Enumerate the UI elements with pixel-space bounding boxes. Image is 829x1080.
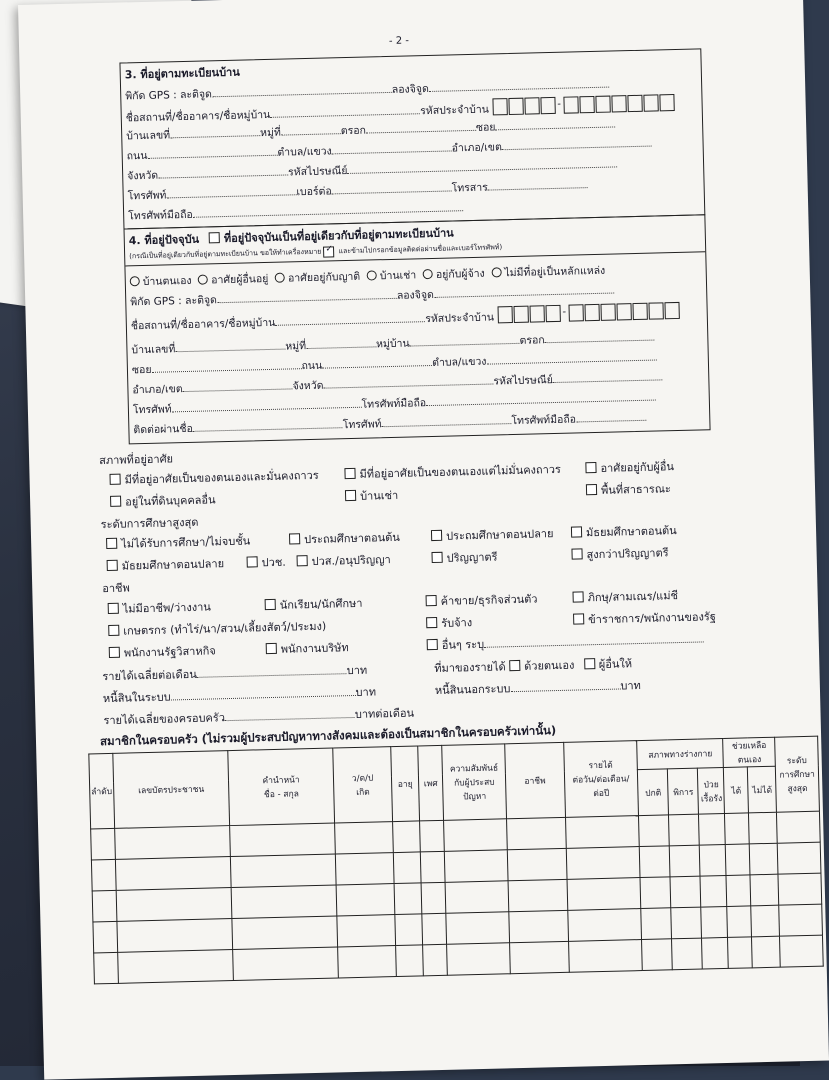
prefix-text: คำนำหน้า	[262, 775, 300, 787]
checkbox[interactable]	[431, 552, 442, 563]
radio-own-house[interactable]	[130, 276, 140, 286]
checkbox[interactable]	[247, 556, 258, 567]
col-sick	[698, 767, 725, 814]
self-checkbox[interactable]	[509, 660, 520, 671]
col-no: ลำดับ	[89, 753, 115, 829]
tambon-field[interactable]	[486, 351, 656, 365]
education-opt[interactable]	[571, 521, 677, 542]
contact-field[interactable]	[193, 418, 343, 432]
rel-text: ความสัมพันธ์	[449, 763, 499, 775]
province-field[interactable]	[323, 374, 493, 388]
opt-label: ประถมศึกษาตอนปลาย	[445, 527, 554, 543]
contact-mobile-field[interactable]	[576, 411, 646, 423]
moo-label: หมู่ที่	[285, 340, 307, 353]
amphoe-label: อำเภอ/เขต	[132, 383, 183, 397]
opt-label: อยู่ในที่ดินบุคคลอื่น	[125, 493, 216, 509]
trok-label: ตรอก	[340, 124, 367, 138]
income-row	[102, 661, 367, 685]
opt-label: ไม่มีอาชีพ/ว่างงาน	[122, 600, 211, 616]
opt-label: มีที่อยู่อาศัยเป็นของตนเองและมั่นคงถาวร	[124, 468, 319, 487]
checkbox[interactable]	[571, 526, 582, 537]
contact-phone-label: โทรศัพท์	[342, 418, 382, 432]
opt-label: บ้านตนเอง	[142, 274, 192, 289]
col-age: อายุ	[391, 746, 420, 822]
education-opt[interactable]	[107, 554, 225, 575]
education-opt[interactable]	[246, 553, 286, 572]
opt-label: มัธยมศึกษาตอนต้น	[585, 524, 677, 540]
house-no-field[interactable]	[175, 340, 285, 353]
others-checkbox[interactable]	[584, 658, 595, 669]
fax-field[interactable]	[488, 178, 588, 190]
province-label: จังหวัด	[292, 379, 324, 393]
col-job: อาชีพ	[505, 742, 565, 818]
postcode-field[interactable]	[347, 157, 617, 174]
house-no-label: บ้านเลขที่	[131, 343, 176, 357]
amphoe-field[interactable]	[502, 137, 652, 151]
moo-field[interactable]	[281, 124, 341, 135]
page-number: - 2 -	[388, 35, 410, 47]
opt-label: อาศัยอยู่กับญาติ	[287, 270, 361, 285]
opt-label: ไม่มีที่อยู่เป็นหลักแหล่ง	[504, 264, 606, 280]
checkbox[interactable]	[586, 484, 597, 495]
checkbox[interactable]	[106, 538, 117, 549]
postcode-label: รหัสไปรษณีย์	[493, 374, 553, 388]
education-opt[interactable]	[296, 550, 390, 570]
place-field[interactable]	[270, 104, 420, 118]
phone-label: โทรศัพท์	[132, 403, 172, 417]
family-income-label: รายได้เฉลี่ยของครอบครัว	[103, 711, 226, 728]
career-opt[interactable]	[426, 613, 472, 632]
debt-in-label: หนี้สินในระบบ	[102, 690, 171, 706]
opt-label: อาศัยอยู่กับผู้อื่น	[600, 460, 675, 475]
soi-field[interactable]	[151, 359, 301, 373]
house-code-label: รหัสประจำบ้าน	[420, 103, 490, 118]
house-no-field[interactable]	[170, 126, 260, 138]
edu-text: สูงสุด	[787, 783, 808, 795]
edu-text: ระดับ	[786, 755, 807, 767]
opt-label: สูงกว่าปริญญาตรี	[586, 546, 669, 562]
opt-label: ภิกษุ/สามเณร/แม่ชี	[587, 589, 679, 605]
education-title: ระดับการศึกษาสูงสุด	[100, 515, 199, 532]
amphoe-label: อำเภอ/เขต	[451, 141, 502, 155]
opt-label: พนักงานบริษัท	[280, 641, 349, 656]
baht-label: บาท	[346, 663, 368, 678]
same-address-label: ที่อยู่ปัจจุบันเป็นที่อยู่เดียวกับที่อยู่ตามทะเบียนบ้าน	[223, 226, 454, 246]
name-text: ชื่อ - สกุล	[263, 789, 300, 801]
education-opt[interactable]	[106, 531, 250, 553]
col-id: เลขบัตรประชาชน	[113, 751, 230, 829]
checkbox[interactable]	[573, 613, 584, 624]
road-label: ถนน	[126, 149, 148, 163]
section3-title: 3. ที่อยู่ตามทะเบียนบ้าน	[124, 65, 240, 82]
debt-out-label: หนี้สินนอกระบบ	[434, 682, 511, 698]
housing-opt[interactable]	[109, 466, 318, 489]
checkbox[interactable]	[585, 462, 596, 473]
checkbox[interactable]	[109, 474, 120, 485]
house-code-boxes[interactable]: -	[497, 302, 680, 323]
soi-label: ซอย	[475, 121, 496, 134]
others-label: ผู้อื่นให้	[598, 657, 633, 672]
self-label: ด้วยตนเอง	[524, 658, 575, 673]
section4-title: 4. ที่อยู่ปัจจุบัน	[128, 232, 200, 248]
born-text: เกิด	[356, 787, 370, 798]
per-month-label: บาทต่อเดือน	[354, 706, 415, 721]
opt-label: ไม่ได้รับการศึกษา/ไม่จบชั้น	[121, 534, 251, 551]
tambon-label: ตำบล/แขวง	[277, 145, 332, 159]
opt-label: มัธยมศึกษาตอนปลาย	[121, 557, 225, 573]
col-normal: ปกติ	[638, 769, 669, 816]
checkbox[interactable]	[266, 643, 277, 654]
moo-field[interactable]	[306, 337, 376, 349]
latitude-field[interactable]	[217, 289, 397, 303]
opt-label: เกษตรกร (ทำไร่/นา/สวน/เลี้ยงสัตว์/ประมง)	[123, 619, 327, 638]
career-title: อาชีพ	[102, 581, 130, 596]
moo-label: หมู่ที่	[259, 126, 281, 140]
province-label: จังหวัด	[127, 169, 159, 183]
housing-opt[interactable]	[585, 457, 674, 477]
radio-with-others[interactable]	[198, 274, 208, 284]
col-name	[228, 748, 335, 826]
col-health: สภาพทางร่างกาย	[637, 738, 724, 769]
checkbox[interactable]	[109, 647, 120, 658]
col-education	[775, 736, 820, 812]
checkbox[interactable]	[107, 560, 118, 571]
housing-opt[interactable]	[345, 486, 399, 505]
career-opt[interactable]	[109, 641, 216, 662]
mobile-field[interactable]	[193, 201, 463, 218]
postcode-label: รหัสไปรษณีย์	[287, 165, 348, 179]
gps-label: พิกัด GPS : ละติจูด	[125, 88, 213, 103]
phone-field[interactable]	[166, 185, 296, 198]
inc-text: ต่อวัน/ต่อเดือน/	[572, 774, 630, 786]
house-code-label: รหัสประจำบ้าน	[425, 311, 495, 326]
career-opt[interactable]	[427, 629, 705, 654]
note-text-2: และข้ามไปกรอกข้อมูลติดต่อผ่านชื่อและเบอร์โทรศัพท์)	[338, 243, 503, 256]
dob-text: ว/ด/ป	[351, 773, 374, 785]
trok-field[interactable]	[545, 331, 655, 344]
housing-opt[interactable]	[586, 479, 671, 499]
baht-label: บาท	[620, 678, 641, 693]
inc-text: รายได้	[588, 760, 613, 772]
family-table	[88, 736, 823, 985]
edu-text: การศึกษา	[779, 769, 816, 781]
checkbox[interactable]	[108, 625, 119, 636]
house-code-boxes[interactable]: -	[492, 94, 675, 115]
contact-mobile-label: โทรศัพท์มือถือ	[511, 413, 577, 428]
rel-text: กับผู้ประสบ	[453, 777, 495, 789]
soi-label: ซอย	[131, 363, 152, 377]
col-relation	[442, 744, 507, 821]
contact-label: ติดต่อผ่านชื่อ	[133, 422, 193, 437]
road-field[interactable]	[322, 356, 432, 369]
income-source-row	[434, 654, 632, 677]
col-cannot: ไม่ได้	[748, 766, 777, 813]
sick-text: ป่วย	[703, 779, 719, 790]
opt-label: อื่นๆ ระบุ	[441, 637, 485, 652]
ext-label: เบอร์ต่อ	[296, 185, 332, 199]
career-opt[interactable]	[572, 586, 678, 607]
career-opt[interactable]	[265, 594, 363, 614]
checkbox[interactable]	[571, 548, 582, 559]
col-can: ได้	[724, 767, 749, 814]
rel-text: ปัญหา	[463, 791, 487, 803]
soi-field[interactable]	[495, 117, 615, 130]
road-field[interactable]	[147, 146, 277, 159]
education-opt[interactable]	[571, 543, 668, 563]
opt-label: บ้านเช่า	[359, 488, 399, 503]
radio-no-residence[interactable]	[491, 267, 501, 277]
tambon-field[interactable]	[332, 141, 452, 154]
longitude-label: ลองจิจูด	[391, 82, 429, 96]
income-source-label: ที่มาของรายได้	[434, 660, 506, 676]
housing-opt[interactable]	[344, 460, 561, 483]
debt-in-field[interactable]	[170, 686, 355, 701]
phone-label: โทรศัพท์	[127, 189, 167, 203]
checkbox[interactable]	[265, 599, 276, 610]
education-opt[interactable]	[431, 547, 497, 567]
opt-label: มีที่อยู่อาศัยเป็นของตนเองแต่ไม่มั่นคงถาวร	[359, 462, 562, 481]
opt-label: บ้านเช่า	[379, 269, 417, 283]
opt-label: ปวช.	[261, 555, 286, 570]
note-text: (กรณีเป็นที่อยู่เดียวกับที่อยู่ตามทะเบียนบ้าน ขอให้ทำเครื่องหมาย	[129, 247, 322, 261]
form-page	[18, 0, 829, 1080]
checkbox[interactable]	[427, 639, 438, 650]
education-opt[interactable]	[431, 524, 554, 545]
opt-label: พื้นที่สาธารณะ	[600, 482, 671, 497]
place-field[interactable]	[275, 312, 425, 326]
longitude-field[interactable]	[429, 78, 609, 92]
career-opt[interactable]	[108, 597, 211, 618]
longitude-label: ลองจิจูด	[396, 288, 435, 302]
housing-title: สภาพที่อยู่อาศัย	[98, 452, 174, 468]
housing-opt[interactable]	[110, 490, 216, 511]
self-text: ช่วยเหลือ	[731, 740, 767, 752]
village-label: หมู่บ้าน	[375, 337, 410, 351]
col-dob	[333, 747, 393, 823]
province-field[interactable]	[158, 165, 288, 178]
checkbox[interactable]	[572, 591, 583, 602]
career-opt[interactable]	[425, 589, 537, 610]
note-check-icon	[323, 246, 334, 257]
fax-label: โทรสาร	[451, 181, 488, 195]
ext-field[interactable]	[332, 181, 452, 194]
opt-label: ปวส./อนุปริญญา	[311, 553, 391, 568]
trok-label: ตรอก	[519, 334, 545, 347]
checkbox[interactable]	[426, 617, 437, 628]
section3-box	[119, 48, 705, 229]
mobile-field[interactable]	[426, 391, 656, 407]
contact-phone-field[interactable]	[381, 414, 511, 427]
col-sex: เพศ	[418, 745, 444, 821]
road-label: ถนน	[301, 359, 323, 373]
opt-label: รับจ้าง	[441, 616, 473, 630]
opt-label: นักเรียน/นักศึกษา	[279, 596, 363, 612]
education-opt[interactable]	[289, 528, 400, 549]
income-label: รายได้เฉลี่ยต่อเดือน	[102, 667, 198, 684]
section4-box	[123, 214, 710, 444]
family-income-row	[103, 704, 414, 730]
mobile-label: โทรศัพท์มือถือ	[128, 208, 193, 223]
amphoe-field[interactable]	[182, 379, 292, 392]
checkbox[interactable]	[345, 490, 356, 501]
baht-label: บาท	[355, 685, 377, 699]
trok-field[interactable]	[366, 121, 476, 134]
gps-label: พิกัด GPS : ละติจูด	[130, 294, 218, 309]
radio-with-relatives[interactable]	[275, 273, 285, 283]
checkbox[interactable]	[297, 555, 308, 566]
checkbox[interactable]	[431, 530, 442, 541]
checkbox[interactable]	[426, 595, 437, 606]
income-field[interactable]	[197, 664, 347, 678]
opt-label: ประถมศึกษาตอนต้น	[303, 530, 400, 547]
place-label: ชื่อสถานที่/ชื่ออาคาร/ชื่อหมู่บ้าน	[125, 108, 271, 125]
col-selfhelp	[723, 737, 776, 767]
career-opt[interactable]	[573, 607, 716, 628]
opt-label: ปริญญาตรี	[446, 550, 498, 565]
other-career-field[interactable]	[484, 632, 704, 647]
house-no-label: บ้านเลขที่	[126, 129, 171, 143]
village-field[interactable]	[409, 334, 519, 347]
col-disabled: พิการ	[668, 768, 699, 815]
career-opt[interactable]	[266, 638, 349, 658]
sick-text: เรื้อรัง	[700, 793, 723, 805]
opt-label: ข้าราชการ/พนักงานของรัฐ	[588, 610, 716, 627]
same-address-checkbox[interactable]	[209, 232, 220, 243]
opt-label: ค้าขาย/ธุรกิจส่วนตัว	[440, 592, 538, 608]
latitude-field[interactable]	[212, 83, 392, 97]
phone-field[interactable]	[171, 398, 361, 413]
radio-with-employer[interactable]	[423, 269, 433, 279]
checkbox[interactable]	[110, 496, 121, 507]
checkbox[interactable]	[289, 533, 300, 544]
opt-label: พนักงานรัฐวิสาหกิจ	[123, 644, 216, 660]
place-label: ชื่อสถานที่/ชื่ออาคาร/ชื่อหมู่บ้าน	[130, 316, 276, 333]
longitude-field[interactable]	[434, 284, 614, 298]
col-income	[563, 741, 639, 818]
debt-in-row	[103, 682, 376, 707]
mobile-label: โทรศัพท์มือถือ	[361, 397, 427, 411]
opt-label: อยู่กับผู้จ้าง	[435, 267, 485, 281]
checkbox[interactable]	[108, 603, 119, 614]
opt-label: อาศัยผู้อื่นอยู่	[211, 272, 269, 287]
family-income-field[interactable]	[225, 708, 355, 721]
radio-rented[interactable]	[367, 270, 377, 280]
tambon-label: ตำบล/แขวง	[432, 355, 487, 369]
debt-out-row	[435, 676, 641, 699]
family-members-title: สมาชิกในครอบครัว (ไม่รวมผู้ประสบปัญหาทางสังคมและต้องเป็นสมาชิกในครอบครัวเท่านั้น)	[99, 723, 557, 749]
debt-out-field[interactable]	[510, 679, 620, 692]
inc-text: ต่อปี	[593, 788, 610, 800]
checkbox[interactable]	[344, 468, 355, 479]
postcode-field[interactable]	[553, 370, 663, 383]
career-opt[interactable]	[108, 617, 326, 640]
self-text: ตนเอง	[737, 755, 762, 766]
